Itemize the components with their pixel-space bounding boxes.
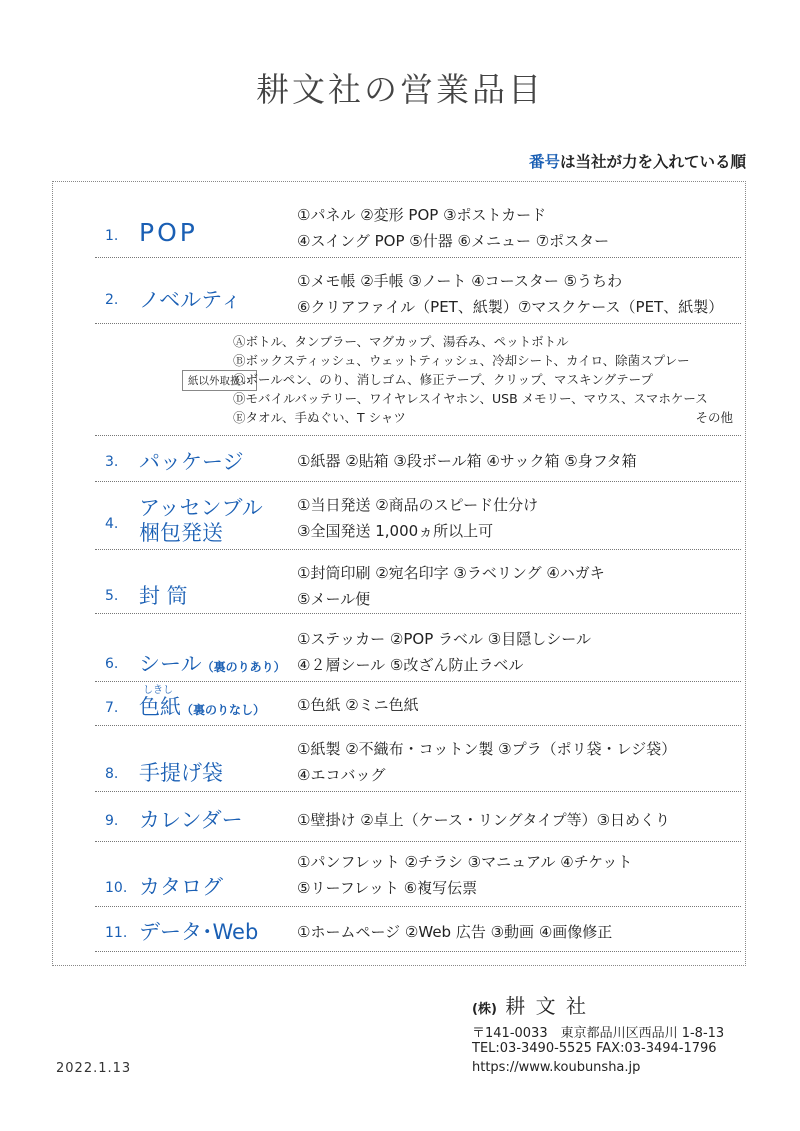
company-url[interactable]: https://www.koubunsha.jp <box>472 1060 641 1075</box>
category-number: 1. <box>105 228 119 244</box>
item-line: ④スイング POP ⑤什器 ⑥メニュー ⑦ポスター <box>297 232 610 250</box>
page-title: 耕文社の営業品目 <box>256 70 544 109</box>
non-paper-other: その他 <box>695 410 733 425</box>
company-phone-fax: TEL:03-3490-5525 FAX:03-3494-1796 <box>472 1041 717 1056</box>
category-name-text: シール <box>139 652 202 676</box>
product-list-box <box>52 181 746 966</box>
category-name: パッケージ <box>139 450 244 474</box>
item-line: ④２層シール ⑤改ざん防止ラベル <box>297 656 524 674</box>
non-paper-item: Ⓒボールペン、のり、消しゴム、修正テープ、クリップ、マスキングテープ <box>233 372 654 387</box>
item-line: ①色紙 ②ミニ色紙 <box>297 696 419 714</box>
category-note: （裏のりあり） <box>201 660 286 674</box>
category-name <box>139 652 286 680</box>
category-note: （裏のりなし） <box>181 703 266 717</box>
category-name: 封 筒 <box>139 584 188 608</box>
category-name <box>139 695 265 723</box>
company-address: 〒141-0033 東京都品川区西品川 1-8-13 <box>472 1026 725 1041</box>
category-row-calendar <box>95 792 741 842</box>
priority-note-highlight: 番号 <box>528 153 560 171</box>
category-items <box>297 736 676 788</box>
item-line: ①紙製 ②不織布・コットン製 ③プラ（ポリ袋・レジ袋） <box>297 740 677 758</box>
category-number: 6. <box>105 656 119 672</box>
priority-note <box>529 150 746 172</box>
category-items <box>297 202 609 254</box>
category-items <box>297 849 632 901</box>
category-name: 手提げ袋 <box>139 761 223 785</box>
item-line: ⑤メール便 <box>297 590 371 608</box>
category-number: 2. <box>105 292 119 308</box>
category-row-data-web <box>95 907 741 952</box>
category-row-assemble <box>95 482 741 550</box>
priority-note-text: は当社が力を入れている順 <box>559 153 746 171</box>
category-number: 9. <box>105 813 119 829</box>
category-row-seal <box>95 614 741 682</box>
non-paper-items <box>233 332 737 427</box>
category-row-catalog <box>95 842 741 907</box>
document-date: 2022.1.13 <box>56 1061 132 1076</box>
category-name: カレンダー <box>139 808 243 832</box>
category-items <box>297 448 637 474</box>
company-name <box>472 990 588 1019</box>
category-items <box>297 492 538 544</box>
category-name-line2: 梱包発送 <box>139 521 223 545</box>
item-line: ①パネル ②変形 POP ③ポストカード <box>297 206 547 224</box>
category-name-text: 色紙 <box>139 695 181 719</box>
category-items <box>297 268 723 320</box>
item-line: ①封筒印刷 ②宛名印字 ③ラベリング ④ハガキ <box>297 564 605 582</box>
category-name-ruby: しきし <box>143 685 173 696</box>
item-line: ①壁掛け ②卓上（ケース・リングタイプ等）③日めくり <box>297 811 671 829</box>
category-number: 10. <box>105 880 128 896</box>
category-row-shikishi <box>95 682 741 726</box>
item-line: ④エコバッグ <box>297 766 386 784</box>
item-line: ⑤リーフレット ⑥複写伝票 <box>297 879 478 897</box>
category-name-line1: アッセンブル <box>139 496 263 520</box>
category-row-novelty <box>95 258 741 324</box>
item-line: ①紙器 ②貼箱 ③段ボール箱 ④サック箱 ⑤身フタ箱 <box>297 452 637 470</box>
item-line: ①ステッカー ②POP ラベル ③目隠しシール <box>297 630 591 648</box>
company-type: (株) <box>472 1002 497 1017</box>
category-number: 5. <box>105 588 119 604</box>
item-line: ③全国発送 1,000ヵ所以上可 <box>297 522 494 540</box>
category-row-envelope <box>95 550 741 614</box>
category-row-package <box>95 436 741 482</box>
category-number: 11. <box>105 925 128 941</box>
non-paper-item: Ⓑボックスティッシュ、ウェットティッシュ、冷却シート、カイロ、除菌スプレー <box>233 353 690 368</box>
category-items <box>297 626 591 678</box>
non-paper-item: Ⓔタオル、手ぬぐい、T シャツ <box>233 410 406 425</box>
category-number: 4. <box>105 516 119 532</box>
company-name-text: 耕 文 社 <box>505 994 588 1018</box>
non-paper-row <box>95 324 741 436</box>
category-name: データ･Web <box>139 920 259 944</box>
category-name: ノベルティ <box>139 288 242 312</box>
category-items <box>297 560 605 612</box>
non-paper-item: Ⓓモバイルバッテリー、ワイヤレスイヤホン、USB メモリー、マウス、スマホケース <box>233 391 708 406</box>
category-number: 7. <box>105 700 119 716</box>
category-row-tote-bag <box>95 726 741 792</box>
category-items <box>297 919 612 945</box>
item-line: ①当日発送 ②商品のスピード仕分け <box>297 496 539 514</box>
category-row-pop <box>95 200 741 258</box>
category-name: カタログ <box>139 875 223 899</box>
category-name: POP <box>139 218 198 247</box>
category-items <box>297 807 670 833</box>
item-line: ①メモ帳 ②手帳 ③ノート ④コースター ⑤うちわ <box>297 272 623 290</box>
non-paper-item: Ⓐボトル、タンブラー、マグカップ、湯呑み、ペットボトル <box>233 334 569 349</box>
item-line: ①ホームページ ②Web 広告 ③動画 ④画像修正 <box>297 923 613 941</box>
non-paper-tag: 紙以外取扱い <box>182 370 257 391</box>
item-line: ①パンフレット ②チラシ ③マニュアル ④チケット <box>297 853 633 871</box>
category-number: 3. <box>105 454 119 470</box>
item-line: ⑥クリアファイル（PET、紙製）⑦マスクケース（PET、紙製） <box>297 298 724 316</box>
category-items <box>297 692 419 718</box>
category-number: 8. <box>105 766 119 782</box>
